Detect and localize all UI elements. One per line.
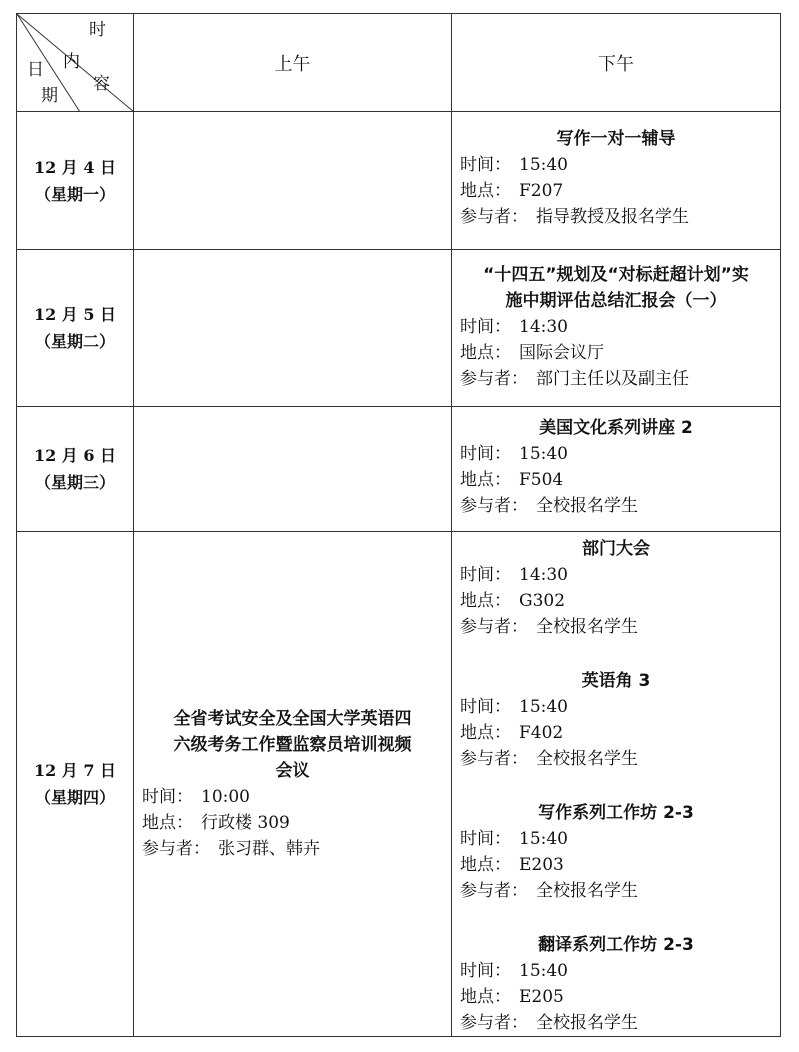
event-title-line1: 全省考试安全及全国大学英语四 <box>173 709 412 729</box>
participants-label: 参与者： <box>460 881 528 901</box>
place-value: E203 <box>519 855 564 875</box>
place-label: 地点： <box>460 470 511 490</box>
place-label: 地点： <box>460 855 511 875</box>
corner-header-cell <box>17 14 134 112</box>
event-title: 美国文化系列讲座 2 <box>539 418 693 438</box>
day-row <box>17 250 781 407</box>
event-time <box>142 784 443 810</box>
participants-value: 全校报名学生 <box>536 1013 638 1033</box>
event-time <box>460 826 772 852</box>
time-label: 时间： <box>460 697 511 717</box>
corner-label-time: 时 <box>89 20 106 40</box>
event-participants <box>460 1010 772 1036</box>
time-label: 时间： <box>142 787 193 807</box>
participants-label: 参与者： <box>460 1013 528 1033</box>
corner-label-content-2: 容 <box>93 74 110 94</box>
event-time <box>460 314 772 340</box>
time-label: 时间： <box>460 961 511 981</box>
event-title: 写作一对一辅导 <box>556 129 676 149</box>
place-label: 地点： <box>460 723 511 743</box>
date-text: 12 月 7 日 <box>33 761 117 780</box>
time-value: 14:30 <box>519 317 568 337</box>
event-participants <box>460 493 772 519</box>
date-cell <box>17 112 134 250</box>
participants-label: 参与者： <box>460 749 528 769</box>
participants-value: 部门主任以及副主任 <box>536 369 689 389</box>
participants-value: 指导教授及报名学生 <box>536 207 689 227</box>
date-cell <box>17 407 134 532</box>
event-participants <box>460 746 772 772</box>
time-label: 时间： <box>460 829 511 849</box>
participants-label: 参与者： <box>460 617 528 637</box>
time-value: 10:00 <box>201 787 250 807</box>
weekday-text: （星期三） <box>34 473 115 492</box>
time-value: 15:40 <box>519 829 568 849</box>
event-place <box>460 852 772 878</box>
place-value: G302 <box>519 591 566 611</box>
morning-header: 上午 <box>134 14 452 112</box>
participants-value: 全校报名学生 <box>536 496 638 516</box>
place-label: 地点： <box>460 591 511 611</box>
morning-cell-empty <box>134 407 452 532</box>
afternoon-cell <box>452 407 781 532</box>
afternoon-cell <box>452 112 781 250</box>
place-value: F504 <box>519 470 564 490</box>
place-label: 地点： <box>460 181 511 201</box>
weekday-text: （星期二） <box>34 332 115 351</box>
event-place <box>460 178 772 204</box>
event-place <box>142 810 443 836</box>
time-value: 14:30 <box>519 565 568 585</box>
event-time <box>460 958 772 984</box>
event-participants <box>460 366 772 392</box>
morning-cell <box>134 532 452 1037</box>
date-cell <box>17 532 134 1037</box>
event-time <box>460 562 772 588</box>
participants-label: 参与者： <box>460 496 528 516</box>
event-participants <box>460 878 772 904</box>
schedule-table <box>16 13 781 1037</box>
time-value: 15:40 <box>519 697 568 717</box>
day-row <box>17 407 781 532</box>
date-text: 12 月 4 日 <box>33 157 117 177</box>
place-value: F207 <box>519 181 564 201</box>
participants-value: 全校报名学生 <box>536 617 638 637</box>
time-value: 15:40 <box>519 155 568 175</box>
participants-value: 全校报名学生 <box>536 881 638 901</box>
event-place <box>460 984 772 1010</box>
time-label: 时间： <box>460 155 511 175</box>
event-title-line2: 施中期评估总结汇报会（一） <box>505 291 727 311</box>
participants-label: 参与者： <box>460 207 528 227</box>
date-text: 12 月 6 日 <box>33 446 117 465</box>
corner-label-date-2: 期 <box>41 86 58 106</box>
afternoon-cell <box>452 250 781 407</box>
event-time <box>460 152 772 178</box>
afternoon-header: 下午 <box>452 14 781 112</box>
weekday-text: （星期四） <box>34 788 115 807</box>
event-participants <box>460 204 772 230</box>
event-title: 部门大会 <box>582 539 650 559</box>
afternoon-cell <box>452 532 781 1037</box>
weekday-text: （星期一） <box>34 184 115 204</box>
place-label: 地点： <box>460 987 511 1007</box>
event-title-line3: 会议 <box>275 761 310 781</box>
event-title-line2: 六级考务工作暨监察员培训视频 <box>173 735 412 755</box>
day-row <box>17 532 781 1037</box>
time-label: 时间： <box>460 565 511 585</box>
morning-cell-empty <box>134 112 452 250</box>
participants-label: 参与者： <box>460 369 528 389</box>
place-value: 国际会议厅 <box>519 343 604 363</box>
participants-value: 全校报名学生 <box>536 749 638 769</box>
event-place <box>460 720 772 746</box>
event-place <box>460 588 772 614</box>
time-value: 15:40 <box>519 444 568 464</box>
place-value: E205 <box>519 987 564 1007</box>
event-participants <box>142 836 443 862</box>
time-value: 15:40 <box>519 961 568 981</box>
header-row <box>17 14 781 112</box>
event-place <box>460 467 772 493</box>
participants-value: 张习群、韩卉 <box>218 839 320 859</box>
place-label: 地点： <box>460 343 511 363</box>
event-title-line1: “十四五”规划及“对标赶超计划”实 <box>483 265 749 285</box>
time-label: 时间： <box>460 444 511 464</box>
event-title: 写作系列工作坊 2-3 <box>538 803 694 823</box>
participants-label: 参与者： <box>142 839 210 859</box>
corner-label-date-1: 日 <box>27 60 44 80</box>
event-title: 翻译系列工作坊 2-3 <box>538 935 694 955</box>
place-value: 行政楼 309 <box>201 813 290 833</box>
event-time <box>460 441 772 467</box>
event-participants <box>460 614 772 640</box>
morning-cell-empty <box>134 250 452 407</box>
date-text: 12 月 5 日 <box>33 305 117 324</box>
corner-label-content-1: 内 <box>63 52 80 72</box>
place-label: 地点： <box>142 813 193 833</box>
event-place <box>460 340 772 366</box>
event-time <box>460 694 772 720</box>
event-title: 英语角 3 <box>581 671 651 691</box>
date-cell <box>17 250 134 407</box>
time-label: 时间： <box>460 317 511 337</box>
day-row <box>17 112 781 250</box>
place-value: F402 <box>519 723 564 743</box>
